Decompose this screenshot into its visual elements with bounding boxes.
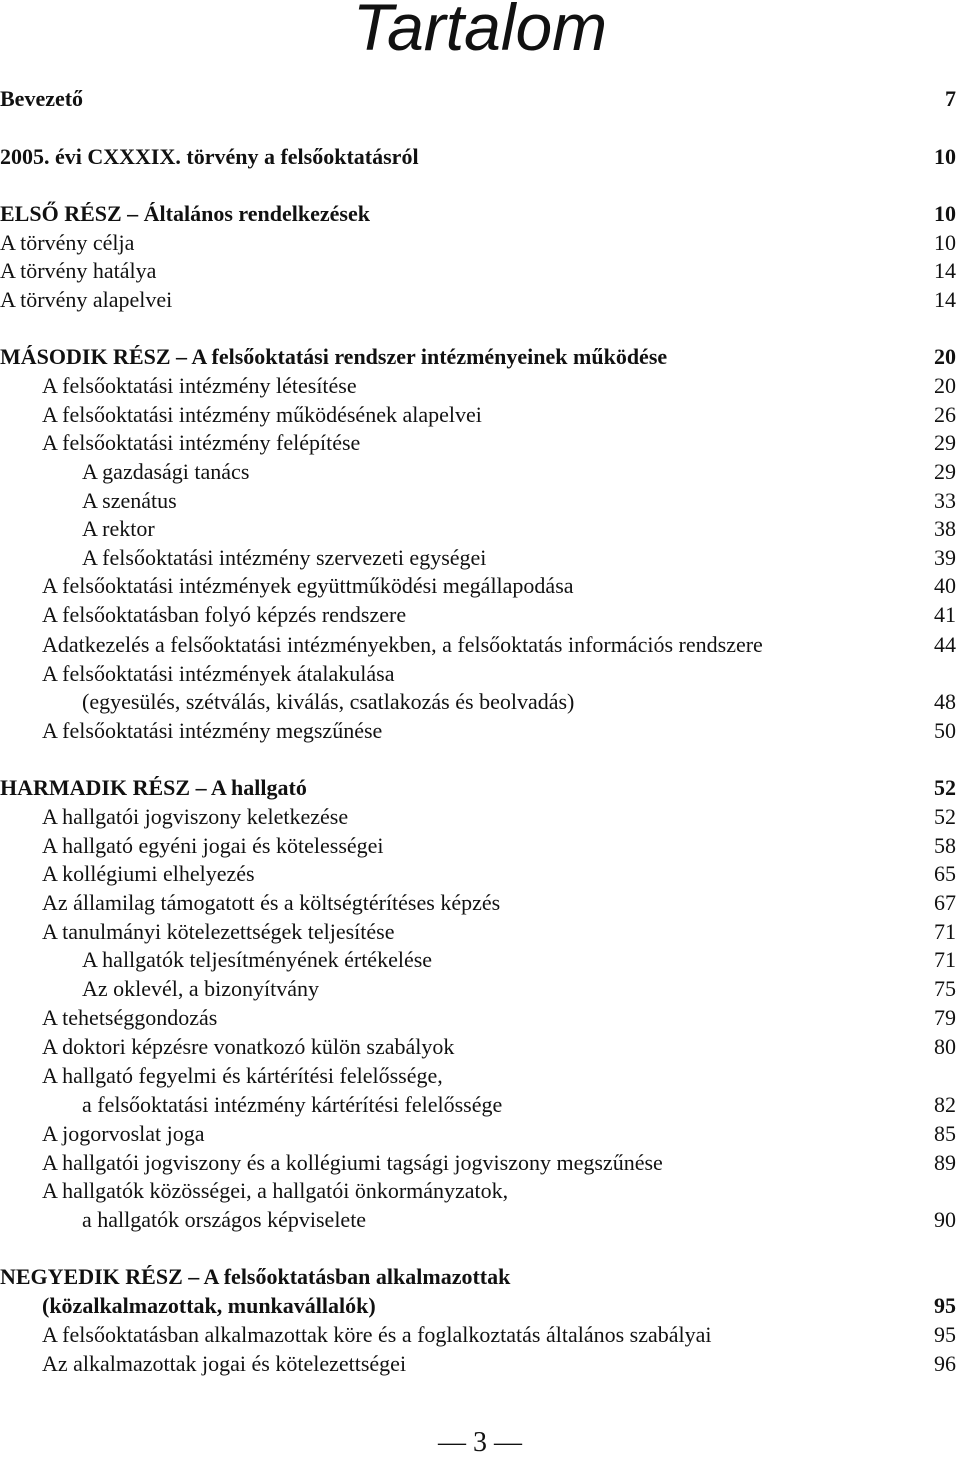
toc-entry-page: 29 xyxy=(934,430,956,455)
toc-entry-page: 71 xyxy=(934,947,956,972)
toc-entry-page: 95 xyxy=(934,1322,956,1347)
toc-entry-title: a hallgatók országos képviselete xyxy=(82,1207,367,1232)
toc-entry-title: ELSŐ RÉSZ – Általános rendelkezések xyxy=(0,201,370,226)
toc-entry-page: 26 xyxy=(934,402,956,427)
toc-entry-title: A szenátus xyxy=(82,488,177,513)
page-number: — 3 — xyxy=(438,1427,522,1458)
toc-entry-page: 67 xyxy=(934,890,956,915)
toc-entry-page: 80 xyxy=(934,1034,956,1059)
toc-entry-title: HARMADIK RÉSZ – A hallgató xyxy=(0,775,307,800)
toc-entry xyxy=(0,199,956,228)
toc-entry xyxy=(0,888,956,917)
toc-entry-page: 38 xyxy=(934,516,956,541)
toc-entry-page: 14 xyxy=(934,258,956,283)
toc-entry-page: 50 xyxy=(934,718,956,743)
toc-entry-title: A gazdasági tanács xyxy=(82,459,250,484)
toc-entry-page: 58 xyxy=(934,833,956,858)
toc-entry-title: a felsőoktatási intézmény kártérítési felelőssége xyxy=(82,1092,503,1117)
toc-entry-page: 29 xyxy=(934,459,956,484)
toc-entry-page: 40 xyxy=(934,573,956,598)
toc-entry xyxy=(0,428,956,457)
toc-entry-page: 52 xyxy=(934,775,956,800)
toc-entry-title: A tanulmányi kötelezettségek teljesítése xyxy=(42,919,395,944)
toc-entry-page: 90 xyxy=(934,1207,956,1232)
toc-entry xyxy=(0,1148,956,1177)
toc-entry-title: A hallgatói jogviszony keletkezése xyxy=(42,804,349,829)
toc-entry-page: 52 xyxy=(934,804,956,829)
page-title: Tartalom xyxy=(352,0,608,64)
toc-entry-title: A felsőoktatási intézmények átalakulása xyxy=(42,661,395,686)
toc-entry xyxy=(0,1205,956,1234)
toc-entry xyxy=(0,342,956,371)
toc-entry xyxy=(0,543,956,572)
toc-entry xyxy=(0,802,956,831)
toc-entry-page: 44 xyxy=(934,632,956,657)
toc-entry xyxy=(0,1119,956,1148)
toc-entry-page: 85 xyxy=(934,1121,956,1146)
toc-entry-title: (egyesülés, szétválás, kiválás, csatlakozás és beolvadás) xyxy=(82,689,575,714)
toc-entry xyxy=(0,457,956,486)
toc-entry-title: A felsőoktatási intézmény létesítése xyxy=(42,373,357,398)
toc-entry xyxy=(0,974,956,1003)
toc-entry-title: A hallgató fegyelmi és kártérítési felelőssége, xyxy=(42,1063,443,1088)
toc-entry-title: A felsőoktatási intézmény megszűnése xyxy=(42,718,383,743)
toc-entry xyxy=(0,831,956,860)
toc-entry xyxy=(0,716,956,745)
toc-entry-title: Az oklevél, a bizonyítvány xyxy=(82,976,320,1001)
toc-entry-title: MÁSODIK RÉSZ – A felsőoktatási rendszer intézményeinek működése xyxy=(0,344,668,369)
toc-entry-title: A felsőoktatási intézmény szervezeti egységei xyxy=(82,545,487,570)
toc-entry-title: A felsőoktatási intézmény felépítése xyxy=(42,430,361,455)
toc-entry-title: A doktori képzésre vonatkozó külön szabályok xyxy=(42,1034,455,1059)
toc-entry-title: A felsőoktatásban alkalmazottak köre és a foglalkoztatás általános szabályai xyxy=(42,1322,712,1347)
toc-entry xyxy=(0,1061,956,1090)
toc-entry-title: A jogorvoslat joga xyxy=(42,1121,205,1146)
toc-entry xyxy=(0,228,956,257)
toc-entry-title: NEGYEDIK RÉSZ – A felsőoktatásban alkalmazottak xyxy=(0,1264,511,1289)
toc-entry-page: 65 xyxy=(934,861,956,886)
toc-entry xyxy=(0,1003,956,1032)
toc-entry-page: 10 xyxy=(934,201,956,226)
toc-entry-page: 82 xyxy=(934,1092,956,1117)
toc-entry-page: 10 xyxy=(934,230,956,255)
toc-entry-title: Az államilag támogatott és a költségtérítéses képzés xyxy=(42,890,501,915)
toc-entry-page: 48 xyxy=(934,689,956,714)
toc-entry-title: Bevezető xyxy=(0,86,84,111)
toc-entry xyxy=(0,1349,956,1378)
toc-entry xyxy=(0,256,956,285)
toc-entry-title: A hallgatók teljesítményének értékelése xyxy=(82,947,433,972)
toc-entry-title: (közalkalmazottak, munkavállalók) xyxy=(42,1293,376,1318)
toc-entry-page: 20 xyxy=(934,344,956,369)
toc-entry-page: 10 xyxy=(934,144,956,169)
toc-entry xyxy=(0,600,956,629)
toc-entry xyxy=(0,630,956,659)
toc-entry-page: 7 xyxy=(945,86,956,111)
toc-entry-page: 75 xyxy=(934,976,956,1001)
toc-entry-page: 20 xyxy=(934,373,956,398)
toc-entry xyxy=(0,571,956,600)
toc-entry xyxy=(0,1032,956,1061)
toc-entry-page: 33 xyxy=(934,488,956,513)
toc-entry-title: A törvény célja xyxy=(0,230,135,255)
toc-entry-title: A hallgató egyéni jogai és kötelességei xyxy=(42,833,384,858)
toc-entry xyxy=(0,1176,956,1205)
toc-entry xyxy=(0,659,956,688)
toc-entry-title: A kollégiumi elhelyezés xyxy=(42,861,255,886)
toc-entry-title: Az alkalmazottak jogai és kötelezettségei xyxy=(42,1351,407,1376)
toc-entry xyxy=(0,285,956,314)
toc-entry-page: 41 xyxy=(934,602,956,627)
toc-entry-page: 14 xyxy=(934,287,956,312)
toc-entry xyxy=(0,84,956,113)
toc-entry-page: 39 xyxy=(934,545,956,570)
toc-entry xyxy=(0,945,956,974)
toc-entry-title: A hallgatói jogviszony és a kollégiumi tagsági jogviszony megszűnése xyxy=(42,1150,663,1175)
toc-entry-page: 95 xyxy=(934,1293,956,1318)
toc-entry-page: 79 xyxy=(934,1005,956,1030)
toc-entry xyxy=(0,400,956,429)
toc-entry xyxy=(0,773,956,802)
toc-entry xyxy=(0,514,956,543)
toc-entry xyxy=(0,687,956,716)
toc-entry xyxy=(0,486,956,515)
toc-entry-title: A rektor xyxy=(82,516,155,541)
toc-entry-title: A törvény alapelvei xyxy=(0,287,173,312)
toc-entry-title: Adatkezelés a felsőoktatási intézményekben, a felsőoktatás információs rendszere xyxy=(42,632,763,657)
toc-entry-page: 89 xyxy=(934,1150,956,1175)
toc-entry-title: A felsőoktatási intézmény működésének alapelvei xyxy=(42,402,482,427)
toc-entry xyxy=(0,1262,956,1291)
toc-entry-title: A felsőoktatási intézmények együttműködési megállapodása xyxy=(42,573,574,598)
toc-entry-page: 71 xyxy=(934,919,956,944)
toc-entry-page: 96 xyxy=(934,1351,956,1376)
toc-entry xyxy=(0,917,956,946)
toc-entry xyxy=(0,1090,956,1119)
toc-entry xyxy=(0,859,956,888)
toc-entry-title: A hallgatók közösségei, a hallgatói önkormányzatok, xyxy=(42,1178,509,1203)
toc-entry-title: 2005. évi CXXXIX. törvény a felsőoktatásról xyxy=(0,144,419,169)
toc-entry xyxy=(0,142,956,171)
toc-entry xyxy=(0,1291,956,1320)
toc-entry xyxy=(0,1320,956,1349)
toc-entry-title: A tehetséggondozás xyxy=(42,1005,218,1030)
toc-entry xyxy=(0,371,956,400)
toc-entry-title: A felsőoktatásban folyó képzés rendszere xyxy=(42,602,407,627)
toc-entry-title: A törvény hatálya xyxy=(0,258,157,283)
